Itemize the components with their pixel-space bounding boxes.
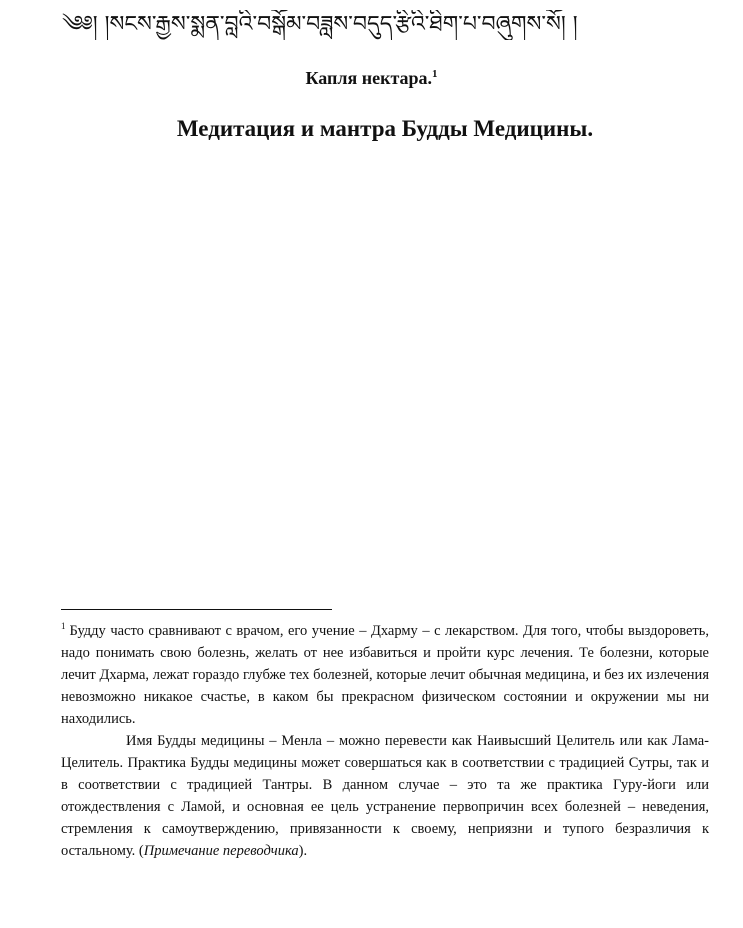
footnote-text-2: Имя Будды медицины – Менла – можно перевести как Наивысший Целитель или как Лама-Целитель. Практика Будды медицины может совершаться как в соответствии с традицией Сутры, так и в соответствии с традицией Тантры. В данном случае – это та же практика Гуру-йоги или отождествления с Ламой, и основная ее цель устранение первопричин всех болезней – неведения, стремления к самоутверждению, привязанности к своему, неприязни и тупого безразличия к остальному. ( [61,733,709,859]
footnote-text-2-end: ). [298,843,308,859]
footnote-text-1: Будду часто сравнивают с врачом, его учение – Дхарму – с лекарством. Для того, чтобы выздороветь, надо понимать свою болезнь, желать от нее избавиться и пройти курс лечения. Те болезни, которые лечит Дхарма, лежат гораздо глубже тех болезней, которые лечит обычная медицина, и без их излечения невозможно никакое счастье, в каком бы прекрасном физическом состоянии и окружении мы ни находились. [61,623,709,727]
footnote-paragraph-1 [61,620,709,730]
document-subtitle [0,68,743,89]
footnote-paragraph-2 [61,730,709,862]
footnote-marker: 1 [61,621,66,632]
translator-note: Примечание переводчика [143,843,299,859]
footnote-section [61,620,709,862]
footnote-separator [61,609,332,610]
subtitle-text: Капля нектара. [305,68,433,88]
footnote-reference[interactable]: 1 [432,68,438,80]
document-title: Медитация и мантра Будды Медицины. [176,116,594,141]
tibetan-title-line: ༄༅། །སངས་རྒྱས་སྨན་བླའི་བསྒོམ་བཟླས་བདུད་རྩིའི་ཐིག་པ་བཞུགས་སོ། ། [62,12,578,37]
